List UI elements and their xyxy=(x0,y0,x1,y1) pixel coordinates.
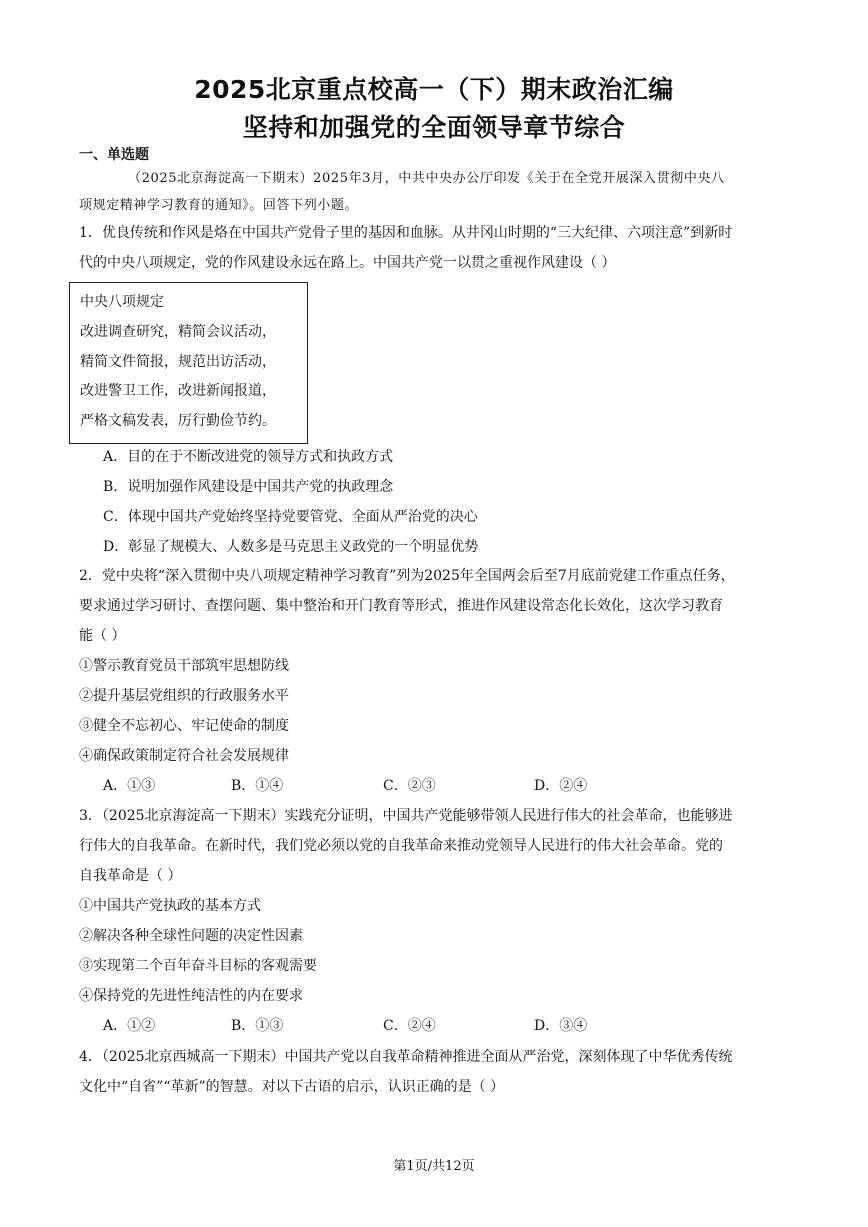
q2-stem-line-2: 要求通过学习研讨、查摆问题、集中整治和开门教育等形式，推进作风建设常态化长效化，这次学习教育 xyxy=(79,598,723,614)
q2-item-1: ①警示教育党员干部筑牢思想防线 xyxy=(79,658,289,674)
q1-material-box xyxy=(69,282,308,444)
q1-stem-line-1: 1．优良传统和作风是烙在中国共产党骨子里的基因和血脉。从井冈山时期的“三大纪律、六项注意”到新时 xyxy=(79,225,733,241)
q4-stem-line-2: 文化中“自省”“革新”的智慧。对以下古语的启示，认识正确的是（ ） xyxy=(79,1079,505,1095)
q3-item-2: ②解决各种全球性问题的决定性因素 xyxy=(79,928,303,944)
intro-line-1: （2025北京海淀高一下期末）2025年3月，中共中央办公厅印发《关于在全党开展深入贯彻中央八 xyxy=(128,171,725,186)
q2-item-4: ④确保政策制定符合社会发展规律 xyxy=(79,748,289,764)
q1-option-c: C．体现中国共产党始终坚持党要管党、全面从严治党的决心 xyxy=(103,509,478,525)
document-title-line-2: 坚持和加强党的全面领导章节综合 xyxy=(242,113,626,142)
q1-stem-line-2: 代的中央八项规定，党的作风建设永远在路上。中国共产党一以贯之重视作风建设（ ） xyxy=(79,255,616,271)
box-title: 中央八项规定 xyxy=(80,294,164,310)
q2-item-2: ②提升基层党组织的行政服务水平 xyxy=(79,688,289,704)
q3-item-4: ④保持党的先进性纯洁性的内在要求 xyxy=(79,988,303,1004)
q1-option-d: D．彰显了规模大、人数多是马克思主义政党的一个明显优势 xyxy=(103,539,479,555)
q2-item-3: ③健全不忘初心、牢记使命的制度 xyxy=(79,718,289,734)
q1-option-a: A．目的在于不断改进党的领导方式和执政方式 xyxy=(103,449,394,465)
box-line: 改进警卫工作，改进新闻报道， xyxy=(80,383,276,399)
q3-stem-line-1: 3．（2025北京海淀高一下期末）实践充分证明，中国共产党能够带领人民进行伟大的社会革命，也能够进 xyxy=(79,808,733,824)
q2-choice-d: D．②④ xyxy=(534,778,588,794)
q2-stem-line-1: 2．党中央将“深入贯彻中央八项规定精神学习教育”列为2025年全国两会后至7月底前党建工作重点任务， xyxy=(79,568,735,584)
q4-stem-line-1: 4．（2025北京西城高一下期末）中国共产党以自我革命精神推进全面从严治党，深刻体现了中华优秀传统 xyxy=(79,1049,733,1065)
box-line: 改进调查研究，精简会议活动， xyxy=(80,324,276,340)
intro-line-2: 项规定精神学习教育的通知》。回答下列小题。 xyxy=(79,198,359,213)
q2-stem-line-3: 能（ ） xyxy=(79,628,126,644)
q3-choice-a: A．①② xyxy=(103,1018,156,1034)
box-line: 精简文件简报，规范出访活动， xyxy=(80,354,276,370)
section-heading: 一、单选题 xyxy=(79,147,149,163)
q3-stem-line-3: 自我革命是（ ） xyxy=(79,868,182,884)
page-number: 第1页/共12页 xyxy=(393,1159,475,1174)
q2-choice-c: C．②③ xyxy=(383,778,436,794)
q3-item-1: ①中国共产党执政的基本方式 xyxy=(79,898,261,914)
document-title-line-1: 2025北京重点校高一（下）期末政治汇编 xyxy=(194,75,674,104)
q3-choice-b: B．①③ xyxy=(231,1018,284,1034)
q3-item-3: ③实现第二个百年奋斗目标的客观需要 xyxy=(79,958,317,974)
q2-choice-b: B．①④ xyxy=(231,778,284,794)
q2-choice-a: A．①③ xyxy=(103,778,156,794)
q3-choice-c: C．②④ xyxy=(383,1018,436,1034)
q3-choice-d: D．③④ xyxy=(534,1018,588,1034)
box-line: 严格文稿发表，厉行勤俭节约。 xyxy=(80,413,276,429)
q3-stem-line-2: 行伟大的自我革命。在新时代，我们党必须以党的自我革命来推动党领导人民进行的伟大社会革命。党的 xyxy=(79,838,723,854)
q1-option-b: B．说明加强作风建设是中国共产党的执政理念 xyxy=(103,479,394,495)
